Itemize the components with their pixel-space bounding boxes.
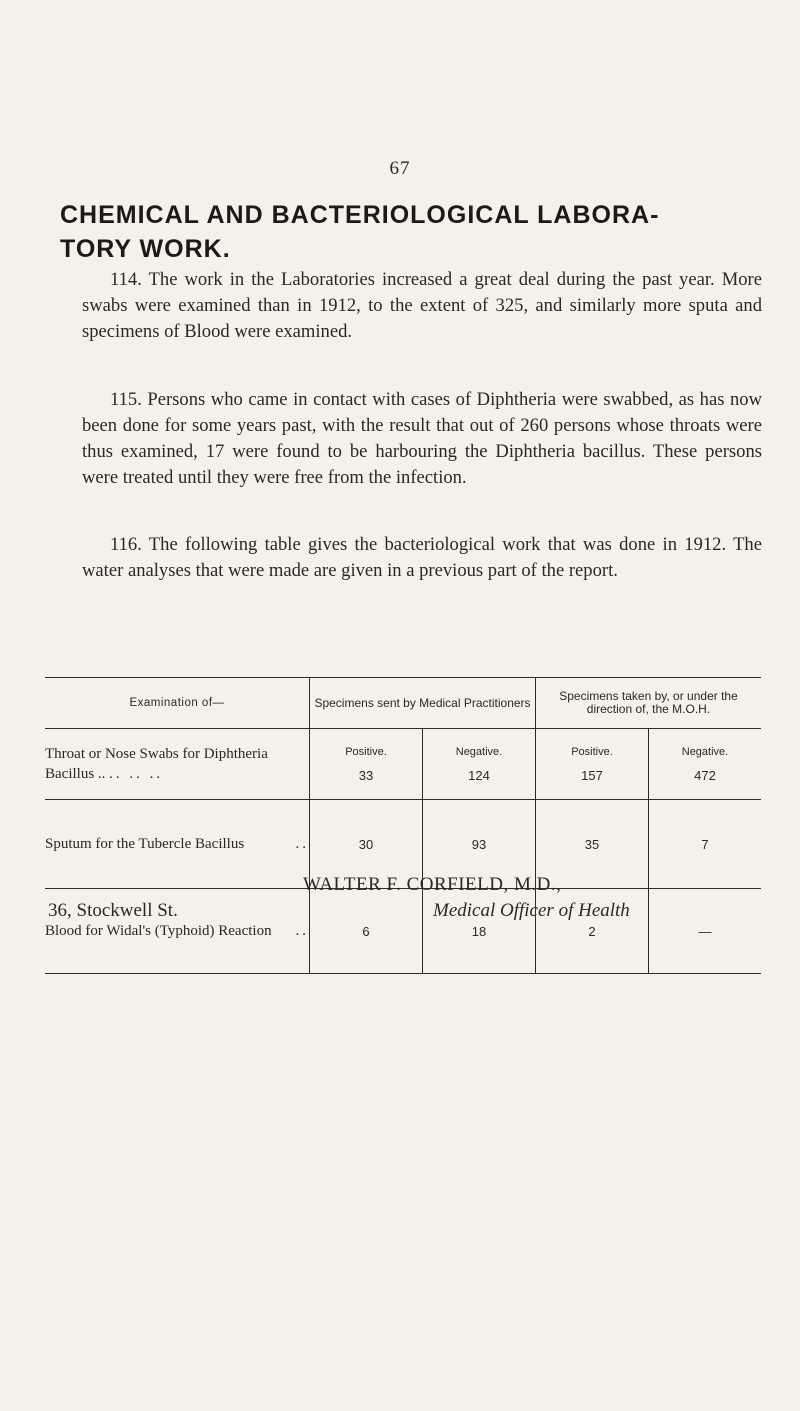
cell-practitioners-negative bbox=[423, 729, 536, 800]
table-header-row bbox=[45, 678, 761, 729]
heading-line-2: TORY WORK. bbox=[60, 235, 231, 263]
cell-moh-negative bbox=[649, 729, 762, 800]
cell-moh-negative: 7 bbox=[649, 800, 762, 889]
row-label-text: Blood for Widal's (Typhoid) Reaction bbox=[45, 923, 272, 939]
value: 124 bbox=[468, 767, 490, 783]
header-practitioners: Specimens sent by Medical Practitioners bbox=[310, 678, 536, 729]
paragraph-116: 116. The following table gives the bacteriological work that was done in 1912. The water analyses that were made are given in a previous part of the report. bbox=[82, 534, 762, 581]
cell-practitioners-positive: 6 bbox=[310, 889, 423, 974]
row-label bbox=[45, 800, 310, 889]
cell-moh-positive: 35 bbox=[536, 800, 649, 889]
value: 33 bbox=[358, 767, 374, 783]
cell-practitioners-positive: 30 bbox=[310, 800, 423, 889]
cell-moh-positive bbox=[536, 729, 649, 800]
header-moh: Specimens taken by, or under the direction of, the M.O.H. bbox=[536, 678, 762, 729]
row-label-text: Sputum for the Tubercle Bacillus bbox=[45, 836, 245, 852]
row-label bbox=[45, 729, 310, 800]
table-row bbox=[45, 729, 761, 800]
positive-subheader: Positive. bbox=[571, 745, 613, 758]
negative-subheader: Negative. bbox=[455, 745, 503, 758]
row-label-dots: .. bbox=[295, 923, 309, 939]
signature-title: Medical Officer of Health bbox=[433, 900, 630, 921]
row-label-dots: .. .. .. bbox=[109, 766, 164, 782]
row-label-dots: .. bbox=[295, 836, 309, 852]
cell-moh-negative: — bbox=[649, 889, 762, 974]
positive-subheader: Positive. bbox=[345, 745, 387, 758]
row-label-text: Throat or Nose Swabs for Diphtheria Bacillus .. bbox=[45, 746, 268, 782]
paragraph-114: 114. The work in the Laboratories increased a great deal during the past year. More swabs were examined than in 1912, to the extent of 325, and similarly more sputa and specimens of Blood were examined. bbox=[82, 269, 762, 342]
value: 157 bbox=[581, 767, 603, 783]
section-heading bbox=[60, 198, 760, 266]
paragraph-115: 115. Persons who came in contact with cases of Diphtheria were swabbed, as has now been done for some years past, with the result that out of 260 persons whose throats were thus examined, 17 were found to be harbouring the Diphtheria bacillus. These persons were treated until they were free from the infection. bbox=[82, 389, 762, 488]
bacteriological-work-table bbox=[45, 677, 761, 974]
signature-address: 36, Stockwell St. bbox=[48, 900, 178, 921]
negative-subheader: Negative. bbox=[681, 745, 729, 758]
page-number: 67 bbox=[389, 158, 411, 179]
header-examination: Examination of— bbox=[45, 678, 310, 729]
cell-practitioners-positive bbox=[310, 729, 423, 800]
cell-practitioners-negative: 18 bbox=[423, 889, 536, 974]
signature-name: WALTER F. CORFIELD, M.D., bbox=[303, 874, 562, 895]
cell-practitioners-negative: 93 bbox=[423, 800, 536, 889]
value: 472 bbox=[694, 767, 716, 783]
heading-line-1: CHEMICAL AND BACTERIOLOGICAL LABORA- bbox=[60, 201, 660, 229]
cell-moh-positive: 2 bbox=[536, 889, 649, 974]
